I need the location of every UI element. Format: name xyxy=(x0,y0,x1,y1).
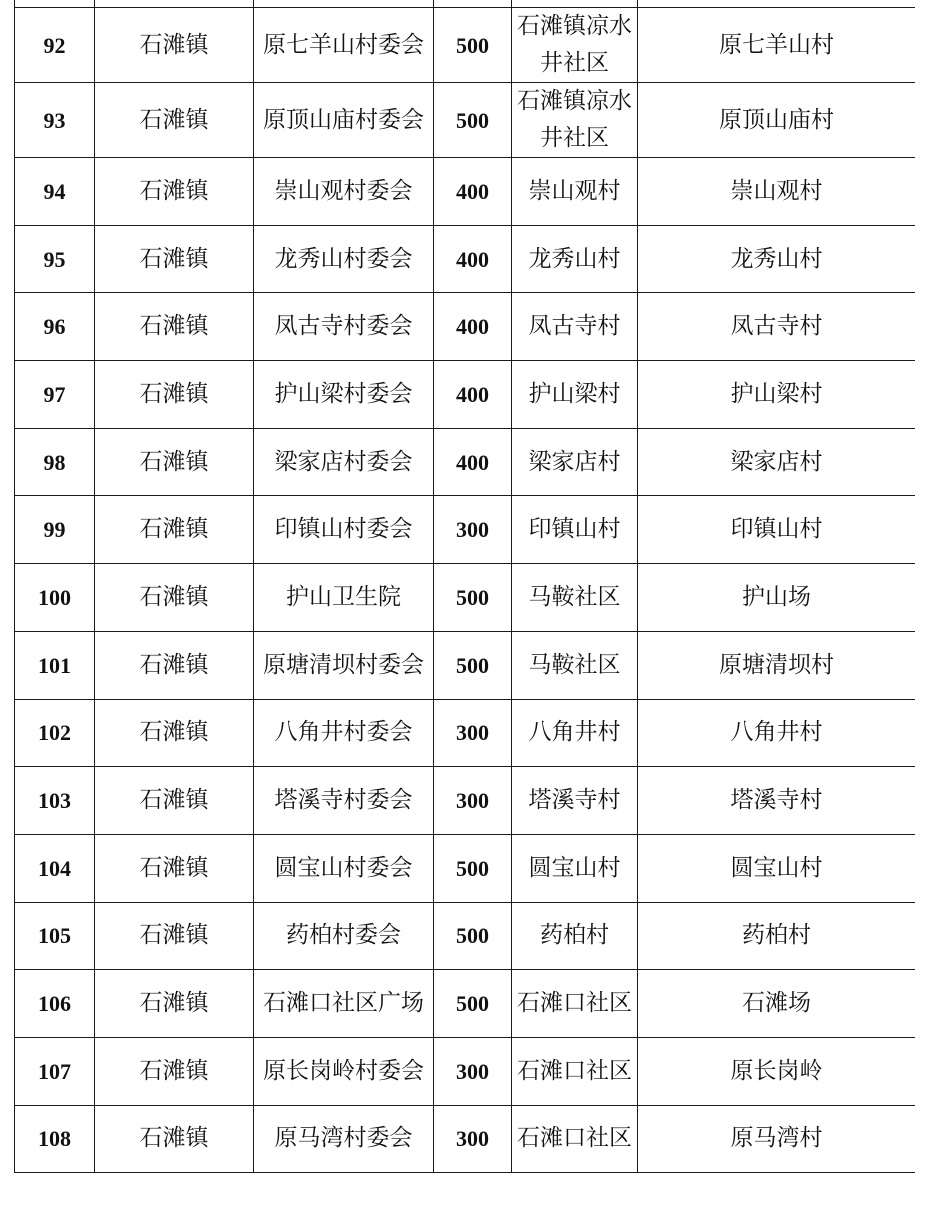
cell-no: 97 xyxy=(15,361,95,429)
cell-town: 石滩镇 xyxy=(95,496,254,564)
table-row xyxy=(15,0,916,8)
cell-site: 崇山观村委会 xyxy=(254,158,434,226)
cell-village: 印镇山村 xyxy=(638,496,916,564)
cell-village: 原长岗岭 xyxy=(638,1037,916,1105)
cell-site: 塔溪寺村委会 xyxy=(254,767,434,835)
cell-town: 石滩镇 xyxy=(95,631,254,699)
cell-no: 101 xyxy=(15,631,95,699)
table-row xyxy=(15,1105,916,1173)
cell-site: 龙秀山村委会 xyxy=(254,225,434,293)
cell-community: 凤古寺村 xyxy=(512,293,638,361)
cell-village: 八角井村 xyxy=(638,699,916,767)
cell-qty: 400 xyxy=(434,293,512,361)
cell-village: 原马湾村 xyxy=(638,1105,916,1173)
cell-qty: 500 xyxy=(434,564,512,632)
cell-qty: 500 xyxy=(434,970,512,1038)
cell-no: 96 xyxy=(15,293,95,361)
cell-village: 崇山观村 xyxy=(638,158,916,226)
cell-site: 原七羊山村委会 xyxy=(254,8,434,83)
cell-town: 石滩镇 xyxy=(95,902,254,970)
cell-village: 护山场 xyxy=(638,564,916,632)
cell-no: 95 xyxy=(15,225,95,293)
cell-no: 102 xyxy=(15,699,95,767)
cell-village: 龙秀山村 xyxy=(638,225,916,293)
cell-community: 印镇山村 xyxy=(512,496,638,564)
cell-qty: 500 xyxy=(434,902,512,970)
cell-qty: 400 xyxy=(434,225,512,293)
cell-qty: 500 xyxy=(434,834,512,902)
cell-town xyxy=(95,0,254,8)
cell-town: 石滩镇 xyxy=(95,564,254,632)
table-row xyxy=(15,361,916,429)
cell-no: 107 xyxy=(15,1037,95,1105)
table-row xyxy=(15,564,916,632)
cell-no: 103 xyxy=(15,767,95,835)
table-row xyxy=(15,834,916,902)
cell-community: 塔溪寺村 xyxy=(512,767,638,835)
table-row xyxy=(15,293,916,361)
cell-village: 护山梁村 xyxy=(638,361,916,429)
cell-site: 原顶山庙村委会 xyxy=(254,83,434,158)
cell-qty: 300 xyxy=(434,767,512,835)
cell-no: 93 xyxy=(15,83,95,158)
cell-site: 护山卫生院 xyxy=(254,564,434,632)
cell-town: 石滩镇 xyxy=(95,970,254,1038)
cell-no: 98 xyxy=(15,428,95,496)
cell-village: 原塘清坝村 xyxy=(638,631,916,699)
cell-town: 石滩镇 xyxy=(95,8,254,83)
cell-town: 石滩镇 xyxy=(95,428,254,496)
cell-site: 药柏村委会 xyxy=(254,902,434,970)
cell-qty: 400 xyxy=(434,428,512,496)
table-row xyxy=(15,970,916,1038)
cell-no: 104 xyxy=(15,834,95,902)
cell-site: 梁家店村委会 xyxy=(254,428,434,496)
cell-qty: 300 xyxy=(434,496,512,564)
data-table xyxy=(14,0,915,1173)
cell-site xyxy=(254,0,434,8)
table-row xyxy=(15,428,916,496)
cell-town: 石滩镇 xyxy=(95,361,254,429)
table-row xyxy=(15,902,916,970)
cell-village: 药柏村 xyxy=(638,902,916,970)
cell-no: 108 xyxy=(15,1105,95,1173)
cell-site: 石滩口社区广场 xyxy=(254,970,434,1038)
table-row xyxy=(15,699,916,767)
table-row xyxy=(15,496,916,564)
cell-village: 原顶山庙村 xyxy=(638,83,916,158)
cell-no: 99 xyxy=(15,496,95,564)
cell-village: 凤古寺村 xyxy=(638,293,916,361)
cell-site: 原塘清坝村委会 xyxy=(254,631,434,699)
cell-community: 石滩口社区 xyxy=(512,1105,638,1173)
cell-village: 原七羊山村 xyxy=(638,8,916,83)
cell-community: 石滩口社区 xyxy=(512,970,638,1038)
table-row xyxy=(15,8,916,83)
cell-community: 药柏村 xyxy=(512,902,638,970)
cell-community: 圆宝山村 xyxy=(512,834,638,902)
cell-community: 八角井村 xyxy=(512,699,638,767)
cell-town: 石滩镇 xyxy=(95,225,254,293)
table-row xyxy=(15,1037,916,1105)
cell-community: 马鞍社区 xyxy=(512,631,638,699)
table-row xyxy=(15,767,916,835)
cell-no: 105 xyxy=(15,902,95,970)
cell-community: 马鞍社区 xyxy=(512,564,638,632)
cell-site: 印镇山村委会 xyxy=(254,496,434,564)
cell-qty: 300 xyxy=(434,1037,512,1105)
cell-community: 护山梁村 xyxy=(512,361,638,429)
cell-qty: 300 xyxy=(434,1105,512,1173)
cell-village: 石滩场 xyxy=(638,970,916,1038)
cell-qty: 500 xyxy=(434,631,512,699)
cell-no: 100 xyxy=(15,564,95,632)
cell-town: 石滩镇 xyxy=(95,1105,254,1173)
cell-town: 石滩镇 xyxy=(95,158,254,226)
table-row xyxy=(15,225,916,293)
table-row xyxy=(15,631,916,699)
cell-community xyxy=(512,0,638,8)
cell-site: 原长岗岭村委会 xyxy=(254,1037,434,1105)
table-body xyxy=(15,0,916,1173)
cell-village: 圆宝山村 xyxy=(638,834,916,902)
table-row xyxy=(15,83,916,158)
cell-qty: 500 xyxy=(434,8,512,83)
cell-no xyxy=(15,0,95,8)
cell-site: 原马湾村委会 xyxy=(254,1105,434,1173)
table-sheet xyxy=(14,0,915,1200)
cell-site: 圆宝山村委会 xyxy=(254,834,434,902)
cell-community: 崇山观村 xyxy=(512,158,638,226)
cell-qty xyxy=(434,0,512,8)
cell-town: 石滩镇 xyxy=(95,83,254,158)
cell-community: 石滩镇凉水井社区 xyxy=(512,8,638,83)
cell-qty: 400 xyxy=(434,158,512,226)
cell-community: 石滩镇凉水井社区 xyxy=(512,83,638,158)
cell-site: 凤古寺村委会 xyxy=(254,293,434,361)
cell-town: 石滩镇 xyxy=(95,834,254,902)
cell-no: 94 xyxy=(15,158,95,226)
cell-qty: 500 xyxy=(434,83,512,158)
cell-village xyxy=(638,0,916,8)
cell-town: 石滩镇 xyxy=(95,1037,254,1105)
cell-no: 106 xyxy=(15,970,95,1038)
cell-town: 石滩镇 xyxy=(95,699,254,767)
cell-site: 护山梁村委会 xyxy=(254,361,434,429)
cell-no: 92 xyxy=(15,8,95,83)
cell-town: 石滩镇 xyxy=(95,293,254,361)
cell-town: 石滩镇 xyxy=(95,767,254,835)
cell-community: 梁家店村 xyxy=(512,428,638,496)
cell-qty: 400 xyxy=(434,361,512,429)
cell-community: 石滩口社区 xyxy=(512,1037,638,1105)
cell-village: 塔溪寺村 xyxy=(638,767,916,835)
cell-site: 八角井村委会 xyxy=(254,699,434,767)
table-row xyxy=(15,158,916,226)
cell-village: 梁家店村 xyxy=(638,428,916,496)
cell-qty: 300 xyxy=(434,699,512,767)
cell-community: 龙秀山村 xyxy=(512,225,638,293)
